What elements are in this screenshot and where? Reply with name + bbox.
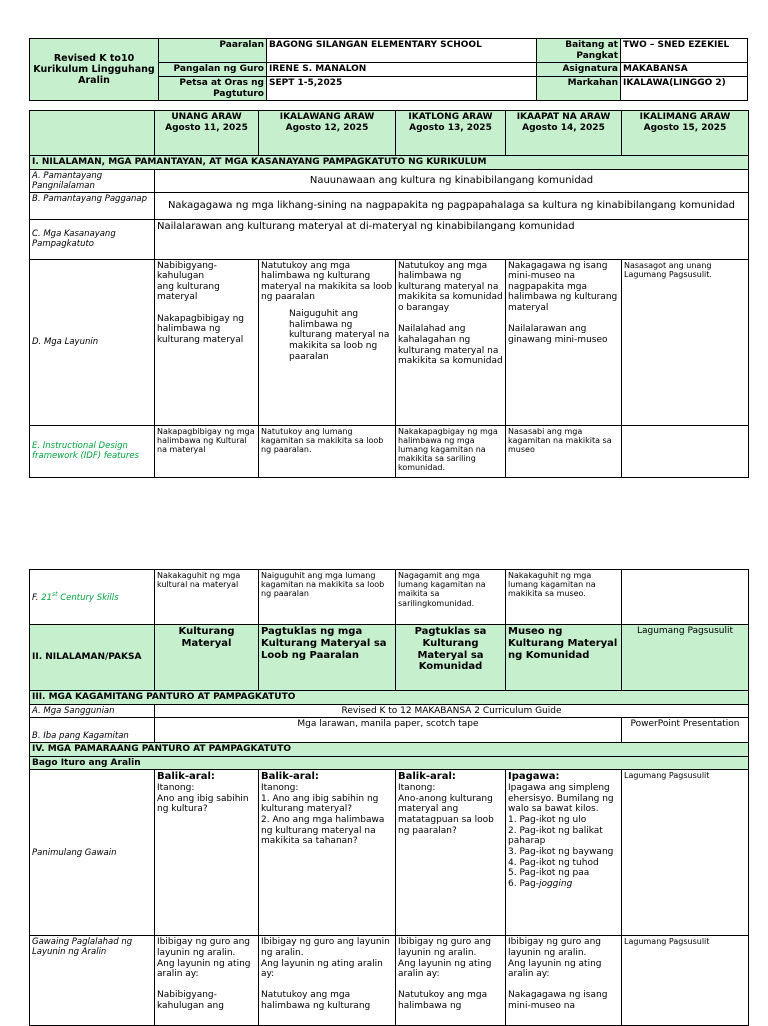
nilalaman-paksa-label: II. NILALAMAN/PAKSA — [30, 625, 155, 691]
layunin-day-2 — [259, 259, 396, 425]
panimula-day-5: Lagumang Pagsusulit — [622, 770, 749, 936]
section-1-heading: I. NILALAMAN, MGA PAMANTAYAN, AT MGA KASANAYANG PAMPAGKATUTO NG KURIKULUM — [30, 156, 749, 170]
sanggunian-label: A. Mga Sanggunian — [30, 704, 155, 718]
petsa-value: SEPT 1-5,2025 — [267, 77, 537, 101]
century-skills-text: 21st Century Skills — [41, 591, 119, 603]
layunin-day-3: Natutukoy ang mga halimbawa ng kulturang materyal na makikita sa komunidad o barangay Nailalahad ang kahalagahan ng kulturang materyal na makikita sa komunidad — [396, 259, 506, 425]
markahan-label: Markahan — [537, 77, 621, 101]
sanggunian-text: Revised K to 12 MAKABANSA 2 Curriculum Guide — [155, 704, 749, 718]
section-4-heading: IV. MGA PAMARAANG PANTURO AT PAMPAGKATUTO — [30, 743, 749, 757]
layunin-day-2-b: Naiguguhit ang halimbawa ng kulturang materyal na makikita sa loob ng paaralan — [289, 309, 390, 362]
idf-day-2: Natutukoy ang lumang kagamitan sa makikita sa loob ng paaralan. — [259, 425, 396, 477]
day-1-header: UNANG ARAW Agosto 11, 2025 — [155, 111, 259, 156]
guro-value: IRENE S. MANALON — [267, 63, 537, 77]
guro-label: Pangalan ng Guro — [159, 63, 267, 77]
panimula-day-2 — [259, 770, 396, 936]
section-3-heading: III. MGA KAGAMITANG PANTURO AT PAMPAGKATUTO — [30, 691, 749, 705]
panimula-day-1 — [155, 770, 259, 936]
day-5-header: IKALIMANG ARAW Agosto 15, 2025 — [622, 111, 749, 156]
powerpoint-text: PowerPoint Presentation — [622, 718, 749, 743]
day-2-header: IKALAWANG ARAW Agosto 12, 2025 — [259, 111, 396, 156]
layunin-day-1: Nabibigyang- kahulugan ang kulturang materyal Nakapagbibigay ng halimbawa ng kulturang materyal — [155, 259, 259, 425]
iba-pang-kagamitan-label: B. Iba pang Kagamitan — [30, 718, 155, 743]
pamantayang-pangnilalaman-label: A. Pamantayang Pangnilalaman — [30, 169, 155, 192]
pamantayang-pagganap-text: Nakagagawa ng mga likhang-sining na nagpapakita ng pagpapahalaga sa kultura ng kinabibilangang komunidad — [155, 192, 749, 219]
idf-features-label: E. Instructional Design framework (IDF) features — [30, 425, 155, 477]
panimulang-gawain-label: Panimulang Gawain — [30, 770, 155, 936]
day-3-header: IKATLONG ARAW Agosto 13, 2025 — [396, 111, 506, 156]
idf-day-3: Nakakapagbigay ng mga halimbawa ng mga lumang kagamitan na makikita sa sariling komunidad. — [396, 425, 506, 477]
paksa-day-2: Pagtuklas ng mga Kulturang Materyal sa Loob ng Paaralan — [259, 625, 396, 691]
panimula-day-2-text: Itanong: 1. Ano ang ibig sabihin ng kulturang materyal? 2. Ano ang mga halimbawa ng kulturang materyal na makikita sa tahanan? — [261, 783, 385, 847]
bago-ituro-heading: Bago Ituro ang Aralin — [30, 756, 749, 770]
century-day-1: Nakakaguhit ng mga kultural na materyal — [155, 570, 259, 625]
panimula-day-3 — [396, 770, 506, 936]
century-skills-label: F. 21st Century Skills — [30, 570, 155, 625]
paksa-day-5: Lagumang Pagsusulit — [622, 625, 749, 691]
panimula-day-4-heading: Ipagawa: — [508, 771, 560, 783]
layunin-day-2-a: Natutukoy ang mga halimbawa ng kulturang materyal na makikita sa loob ng paaralan — [261, 260, 393, 303]
paksa-day-4: Museo ng Kulturang Materyal ng Komunidad — [506, 625, 622, 691]
paglalahad-day-2: Ibibigay ng guro ang layunin ng aralin. Ang layunin ng ating aralin ay: Natutukoy ang mga halimbawa ng kulturang — [259, 936, 396, 1026]
iba-pang-kagamitan-text: Mga larawan, manila paper, scotch tape — [155, 718, 622, 743]
pamantayang-pagganap-label: B. Pamantayang Pagganap — [30, 192, 155, 219]
panimula-day-4-text: Ipagawa ang simpleng ehersisyo. Bumilang ng walo sa bawat kilos. 1. Pag-ikot ng ulo 2. Pag-ikot ng balikat paharap 3. Pag-ikot ng baywang 4. Pag-ikot ng tuhod 5. Pag-ikot ng paa 6. Pag-jogging — [508, 783, 614, 889]
paglalahad-day-4: Ibibigay ng guro ang layunin ng aralin. Ang layunin ng ating aralin ay: Nakagagawa ng isang mini-museo na — [506, 936, 622, 1026]
idf-day-1: Nakapagbibigay ng mga halimbawa ng Kultural na materyal — [155, 425, 259, 477]
header-table — [29, 38, 748, 101]
century-day-3: Nagagamit ang mga lumang kagamitan na maikita sa sarilingkomunidad. — [396, 570, 506, 625]
panimula-day-4 — [506, 770, 622, 936]
paglalahad-day-3: Ibibigay ng guro ang layunin ng aralin. Ang layunin ng ating aralin ay: Natutukoy ang mga halimbawa ng — [396, 936, 506, 1026]
layunin-day-4: Nakagagawa ng isang mini-museo na nagpapakita mga halimbawa ng kulturang materyal Nailalarawan ang ginawang mini-museo — [506, 259, 622, 425]
day-4-header: IKAAPAT NA ARAW Agosto 14, 2025 — [506, 111, 622, 156]
lesson-table-page2 — [29, 569, 749, 1026]
century-day-4: Nakakaguhit ng mga lumang kagamitan na makikita sa museo. — [506, 570, 622, 625]
paaralan-label: Paaralan — [159, 39, 267, 63]
baitang-label: Baitang at Pangkat — [537, 39, 621, 63]
panimula-day-3-text: Itanong: Ano-anong kulturang materyal ang matatagpuan sa loob ng paaralan? — [398, 783, 494, 836]
petsa-label: Petsa at Oras ng Pagtuturo — [159, 77, 267, 101]
lesson-table-page1 — [29, 110, 749, 478]
panimula-day-3-heading: Balik-aral: — [398, 771, 456, 783]
panimula-day-1-text: Itanong: Ano ang ibig sabihin ng kultura? — [157, 783, 249, 815]
lesson-plan-title: Revised K to10 Kurikulum Lingguhang Aralin — [30, 39, 159, 101]
paksa-day-3: Pagtuklas sa Kulturang Materyal sa Komunidad — [396, 625, 506, 691]
markahan-value: IKALAWA(LINGGO 2) — [621, 77, 748, 101]
baitang-value: TWO – SNED EZEKIEL — [621, 39, 748, 63]
paglalahad-day-5: Lagumang Pagsusulit — [622, 936, 749, 1026]
kasanayang-pampagkatuto-text: Nailalarawan ang kulturang materyal at di-materyal ng kinabibilangang komunidad — [155, 219, 749, 259]
paglalahad-layunin-label: Gawaing Paglalahad ng Layunin ng Aralin — [30, 936, 155, 1026]
idf-day-4: Nasasabi ang mga kagamitan na makikita sa museo — [506, 425, 622, 477]
asignatura-label: Asignatura — [537, 63, 621, 77]
paglalahad-day-1: Ibibigay ng guro ang layunin ng aralin. Ang layunin ng ating aralin ay: Nabibigyang- kahulugan ang — [155, 936, 259, 1026]
paaralan-value: BAGONG SILANGAN ELEMENTARY SCHOOL — [267, 39, 537, 63]
century-day-2: Naiguguhit ang mga lumang kagamitan na makikita sa loob ng paaralan — [259, 570, 396, 625]
layunin-day-5: Nasasagot ang unang Lagumang Pagsusulit. — [622, 259, 749, 425]
paksa-day-1: Kulturang Materyal — [155, 625, 259, 691]
panimula-day-2-heading: Balik-aral: — [261, 771, 319, 783]
kasanayang-pampagkatuto-label: C. Mga Kasanayang Pampagkatuto — [30, 219, 155, 259]
panimula-day-1-heading: Balik-aral: — [157, 771, 215, 783]
pamantayang-pangnilalaman-text: Nauunawaan ang kultura ng kinabibilangang komunidad — [155, 169, 749, 192]
mga-layunin-label: D. Mga Layunin — [30, 259, 155, 425]
asignatura-value: MAKABANSA — [621, 63, 748, 77]
